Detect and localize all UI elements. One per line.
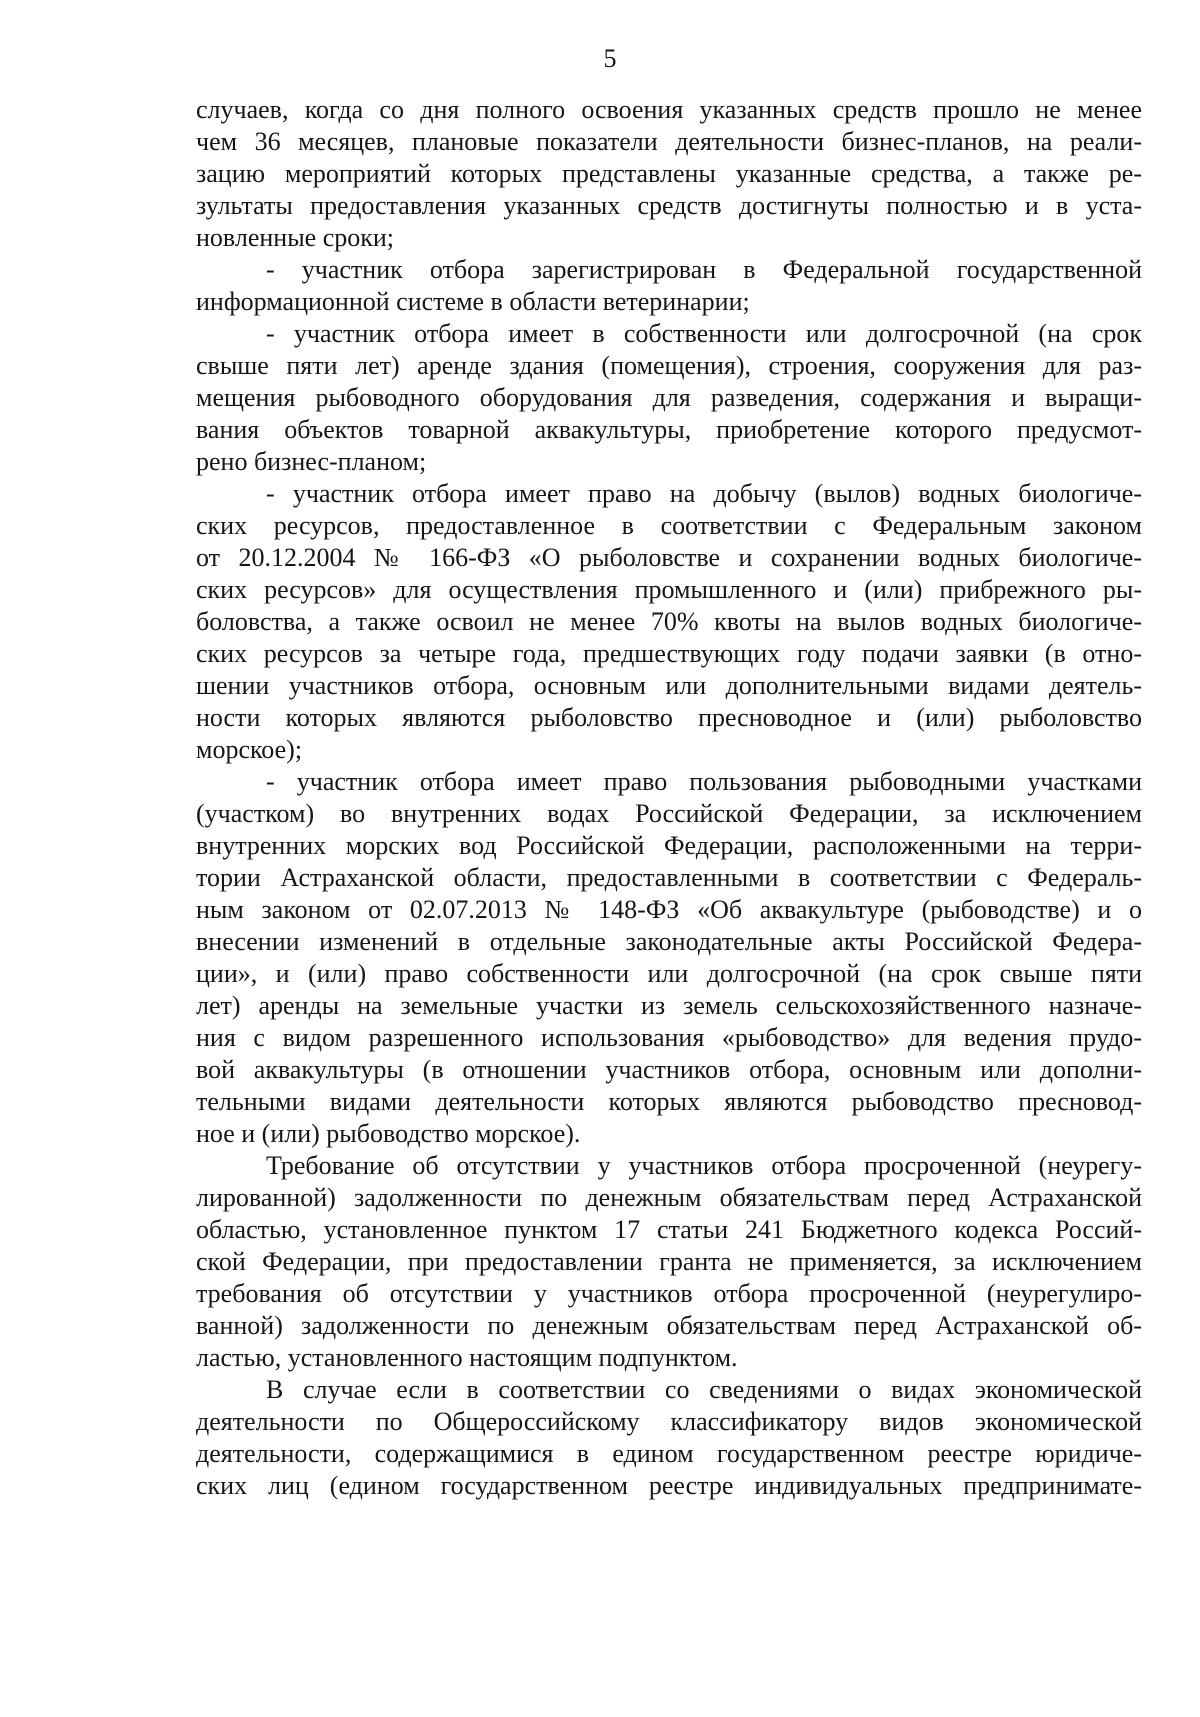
text-line: (участком) во внутренних водах Российской Федерации, за исключением bbox=[196, 799, 1142, 828]
text-line: тельными видами деятельности которых являются рыбоводство пресновод- bbox=[196, 1087, 1142, 1116]
text-line: шении участников отбора, основным или дополнительными видами деятель- bbox=[196, 671, 1142, 700]
paragraph bbox=[196, 254, 1142, 318]
paragraph bbox=[196, 1150, 1142, 1374]
text-line: случаев, когда со дня полного освоения указанных средств прошло не менее bbox=[196, 95, 1142, 124]
text-line: Требование об отсутствии у участников отбора просроченной (неурегу- bbox=[266, 1151, 1142, 1180]
paragraph bbox=[196, 478, 1142, 766]
text-line: лет) аренды на земельные участки из земель сельскохозяйственного назначе- bbox=[196, 991, 1142, 1020]
text-line: - участник отбора имеет в собственности или долгосрочной (на срок bbox=[266, 319, 1142, 348]
text-line: ния с видом разрешенного использования «рыбоводство» для ведения прудо- bbox=[196, 1023, 1142, 1052]
text-line: - участник отбора имеет право на добычу (вылов) водных биологиче- bbox=[266, 479, 1142, 508]
text-line: областью, установленное пунктом 17 статьи 241 Бюджетного кодекса Россий- bbox=[196, 1215, 1142, 1244]
text-line: вой аквакультуры (в отношении участников отбора, основным или дополни- bbox=[196, 1055, 1142, 1084]
text-line: ских лиц (едином государственном реестре индивидуальных предпринимате- bbox=[196, 1471, 1142, 1500]
paragraph bbox=[196, 1374, 1142, 1502]
text-line: ное и (или) рыбоводство морское). bbox=[196, 1119, 581, 1148]
text-line: ным законом от 02.07.2013 № 148-ФЗ «Об аквакультуре (рыбоводстве) и о bbox=[196, 895, 1142, 924]
text-line: ской Федерации, при предоставлении гранта не применяется, за исключением bbox=[196, 1247, 1142, 1276]
text-line: - участник отбора зарегистрирован в Федеральной государственной bbox=[266, 255, 1142, 284]
text-line: чем 36 месяцев, плановые показатели деятельности бизнес-планов, на реали- bbox=[196, 127, 1142, 156]
text-line: В случае если в соответствии со сведениями о видах экономической bbox=[266, 1375, 1142, 1404]
paragraph bbox=[196, 766, 1142, 1150]
text-line: зацию мероприятий которых представлены указанные средства, а также ре- bbox=[196, 159, 1142, 188]
text-line: внутренних морских вод Российской Федерации, расположенными на терри- bbox=[196, 831, 1142, 860]
text-line: - участник отбора имеет право пользования рыбоводными участками bbox=[266, 767, 1142, 796]
text-line: свыше пяти лет) аренде здания (помещения), строения, сооружения для раз- bbox=[196, 351, 1142, 380]
text-line: ванной) задолженности по денежным обязательствам перед Астраханской об- bbox=[196, 1311, 1142, 1340]
text-line: морское); bbox=[196, 735, 303, 764]
text-line: рено бизнес-планом; bbox=[196, 447, 427, 476]
text-line: боловства, а также освоил не менее 70% квоты на вылов водных биологиче- bbox=[196, 607, 1142, 636]
text-line: зультаты предоставления указанных средств достигнуты полностью и в уста- bbox=[196, 191, 1142, 220]
text-line: ности которых являются рыболовство пресноводное и (или) рыболовство bbox=[196, 703, 1142, 732]
text-line: ластью, установленного настоящим подпунктом. bbox=[196, 1343, 738, 1372]
text-line: тории Астраханской области, предоставленными в соответствии с Федераль- bbox=[196, 863, 1142, 892]
text-line: деятельности по Общероссийскому классификатору видов экономической bbox=[196, 1407, 1142, 1436]
text-line: от 20.12.2004 № 166-ФЗ «О рыболовстве и сохранении водных биологиче- bbox=[196, 543, 1142, 572]
text-line: деятельности, содержащимися в едином государственном реестре юридиче- bbox=[196, 1439, 1142, 1468]
text-line: информационной системе в области ветеринарии; bbox=[196, 287, 750, 316]
text-line: мещения рыбоводного оборудования для разведения, содержания и выращи- bbox=[196, 383, 1142, 412]
text-line: новленные сроки; bbox=[196, 223, 395, 252]
page-number: 5 bbox=[603, 44, 617, 73]
text-line: ции», и (или) право собственности или долгосрочной (на срок свыше пяти bbox=[196, 959, 1142, 988]
document-body bbox=[196, 94, 1142, 1502]
text-line: внесении изменений в отдельные законодательные акты Российской Федера- bbox=[196, 927, 1142, 956]
text-line: лированной) задолженности по денежным обязательствам перед Астраханской bbox=[196, 1183, 1142, 1212]
paragraph bbox=[196, 94, 1142, 254]
text-line: ских ресурсов» для осуществления промышленного и (или) прибрежного ры- bbox=[196, 575, 1142, 604]
text-line: ских ресурсов, предоставленное в соответствии с Федеральным законом bbox=[196, 511, 1142, 540]
text-line: ских ресурсов за четыре года, предшествующих году подачи заявки (в отно- bbox=[196, 639, 1142, 668]
text-line: требования об отсутствии у участников отбора просроченной (неурегулиро- bbox=[196, 1279, 1142, 1308]
text-line: вания объектов товарной аквакультуры, приобретение которого предусмот- bbox=[196, 415, 1142, 444]
paragraph bbox=[196, 318, 1142, 478]
